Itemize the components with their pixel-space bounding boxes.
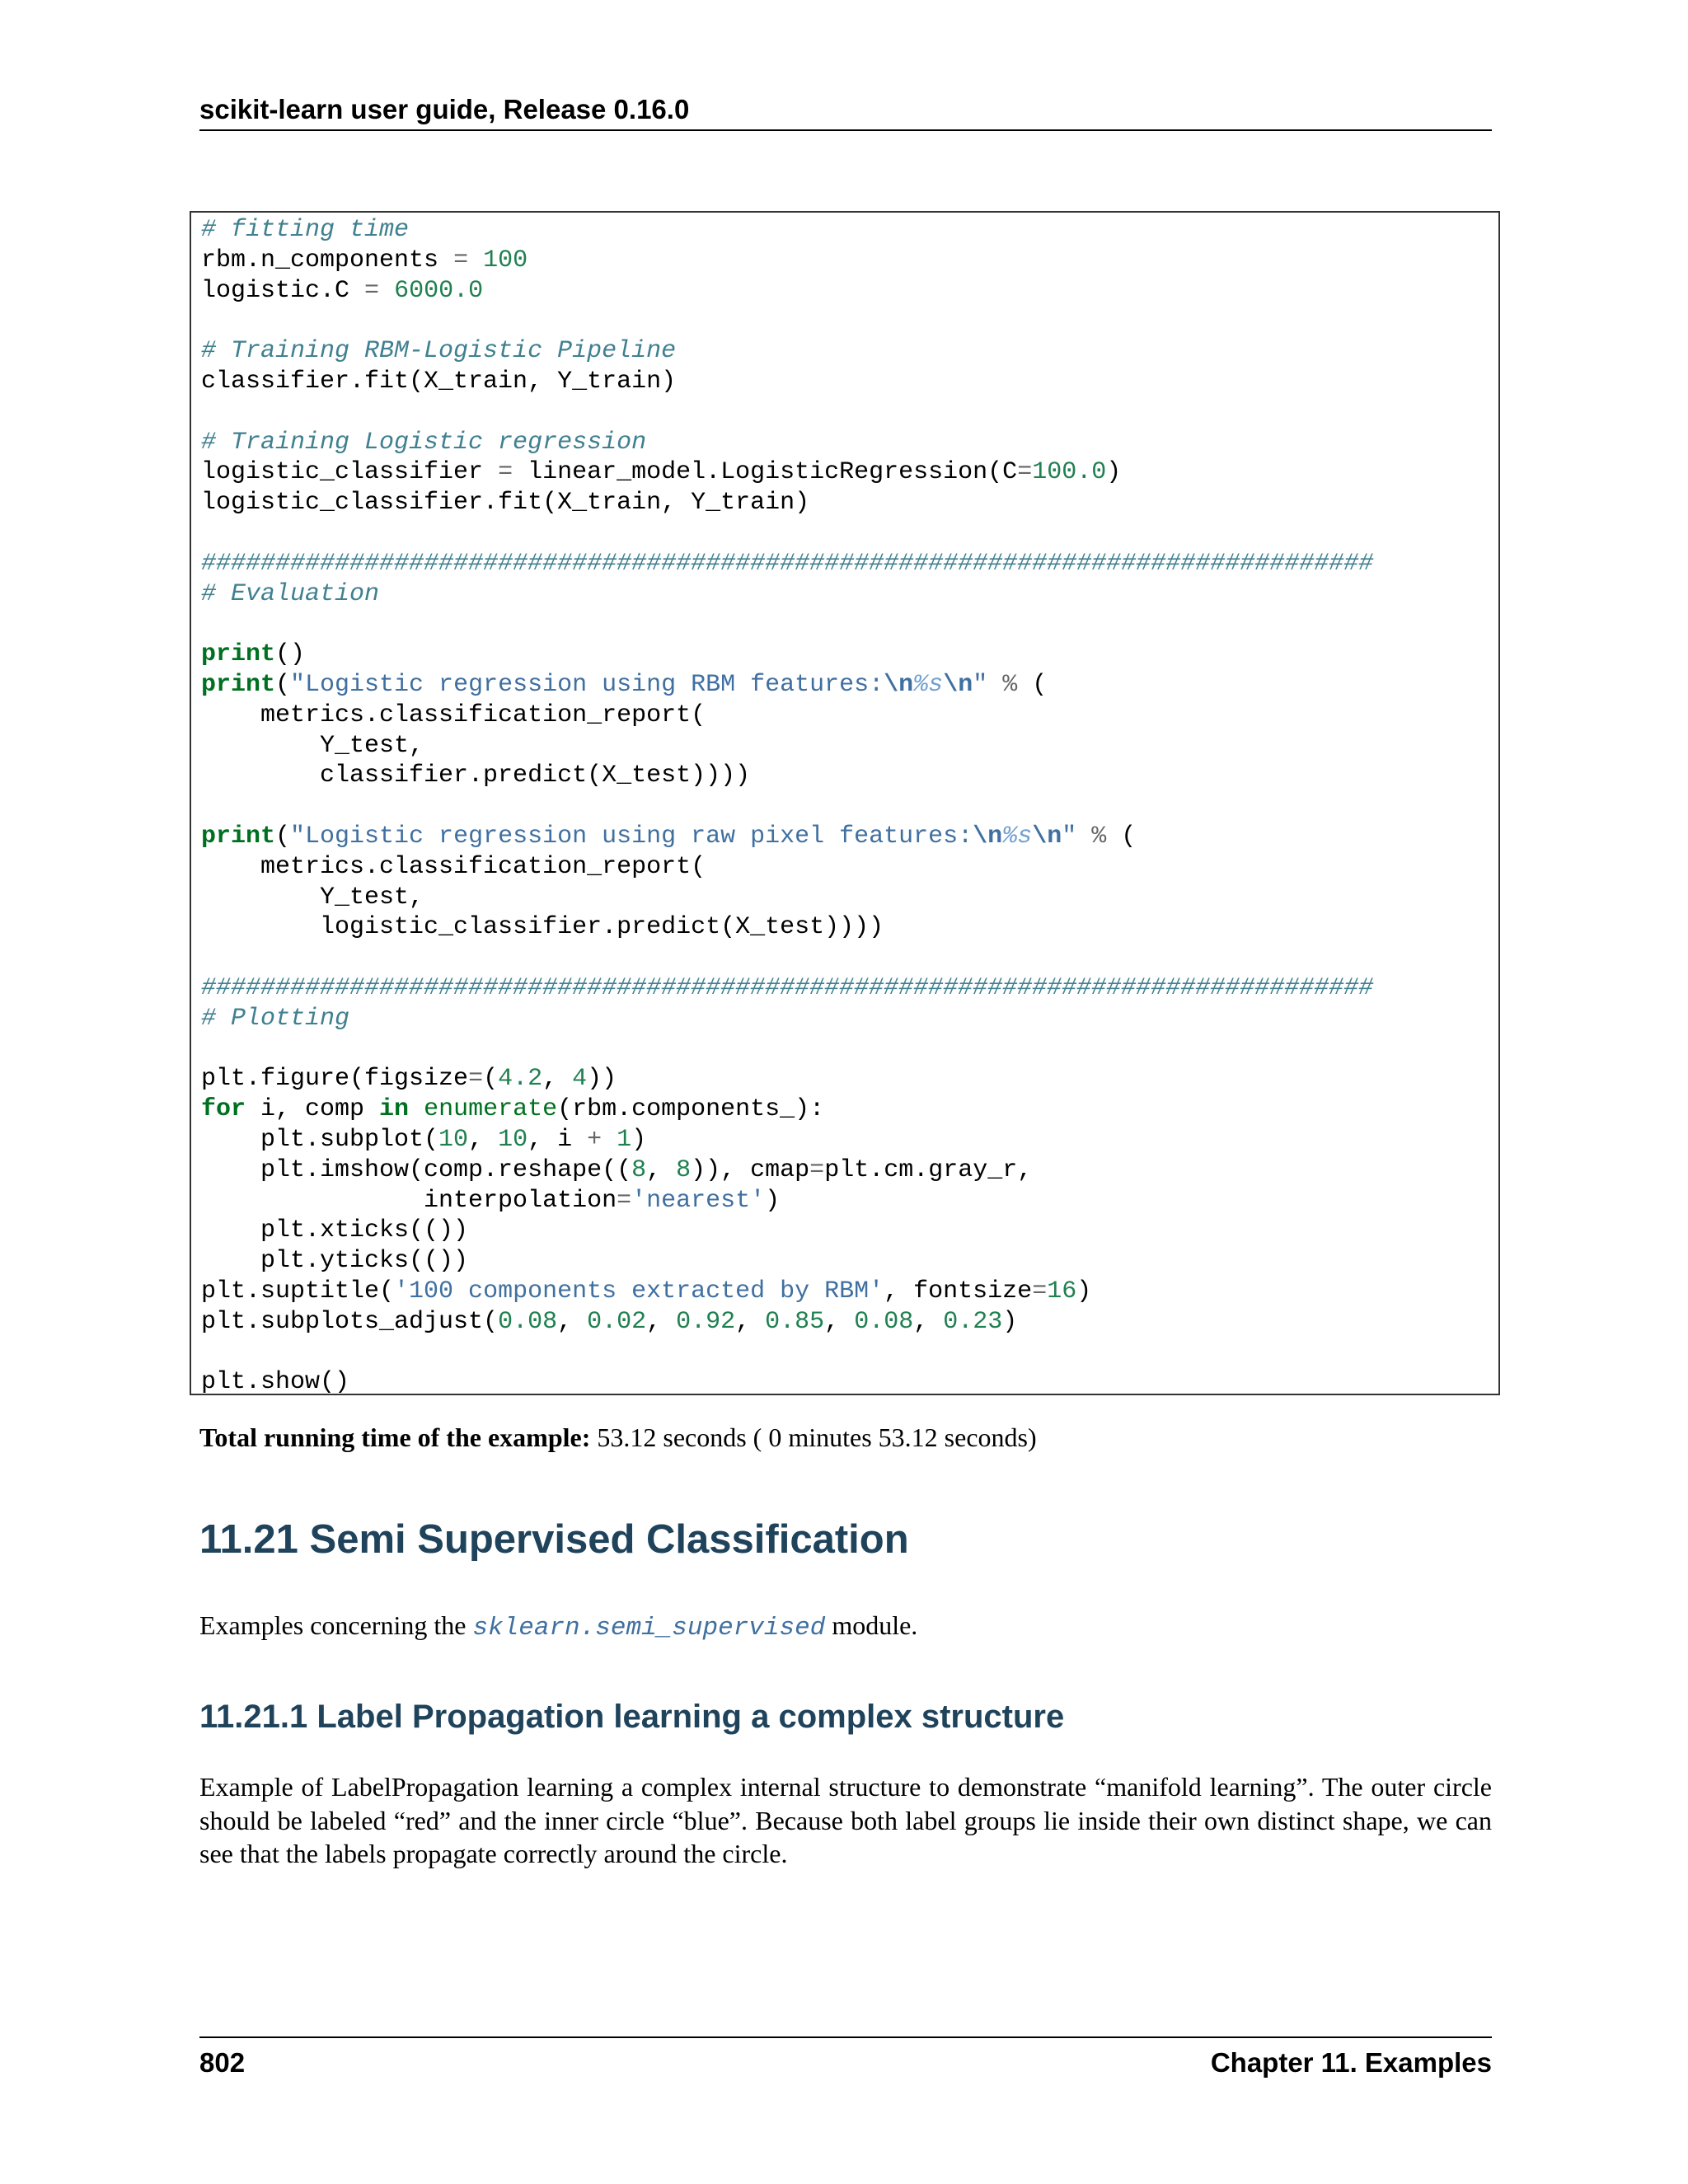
code-token: Y_test, [201, 883, 424, 912]
code-token: rbm.n_components [201, 246, 454, 274]
code-token: ############################################################################### [201, 549, 1374, 578]
code-token: 4.2 [498, 1065, 543, 1094]
code-token: ( [275, 670, 291, 699]
code-token: ( [483, 1065, 499, 1094]
code-token: 100.0 [1032, 458, 1107, 487]
code-line [201, 701, 1498, 731]
code-token: interpolation [201, 1186, 617, 1215]
code-token [468, 246, 483, 274]
code-line [201, 1337, 1498, 1367]
code-token: logistic_classifier.fit(X_train, Y_train) [201, 489, 810, 518]
code-token: classifier.predict(X_test)))) [201, 762, 751, 790]
code-token: '100 components extracted by RBM' [394, 1277, 884, 1305]
code-token: , [468, 1125, 499, 1154]
header-rule [199, 129, 1492, 131]
code-token: Y_test, [201, 731, 424, 760]
code-token: 0.92 [676, 1307, 736, 1336]
code-token: , [646, 1307, 677, 1336]
code-token: "Logistic regression using RBM features: [290, 670, 884, 699]
code-line [201, 1094, 1498, 1125]
code-token: 'nearest' [631, 1186, 766, 1215]
code-token: logistic.C [201, 276, 365, 305]
code-token [987, 671, 1002, 699]
code-token: , [913, 1307, 944, 1336]
code-token [379, 277, 394, 305]
code-token: 6000.0 [394, 276, 484, 305]
code-token: # Training Logistic regression [201, 428, 647, 457]
code-token: , fontsize [884, 1277, 1033, 1305]
code-token: 0.02 [587, 1307, 647, 1336]
code-line [201, 670, 1498, 701]
code-token: "Logistic regression using raw pixel features: [290, 822, 973, 851]
code-token: plt.cm.gray_r, [824, 1155, 1033, 1184]
code-token: print [201, 822, 276, 851]
code-line [201, 215, 1498, 246]
code-token [1076, 823, 1091, 851]
code-token: for [201, 1095, 246, 1124]
code-line [201, 791, 1498, 822]
code-token: , [557, 1307, 588, 1336]
code-token: print [201, 640, 276, 669]
code-token: ) [1002, 1307, 1018, 1336]
code-token: " [1062, 822, 1077, 851]
code-token: = [364, 276, 380, 305]
code-token: , [542, 1065, 573, 1094]
code-line [201, 943, 1498, 973]
code-token: = [498, 458, 513, 487]
code-token: % [1091, 822, 1107, 851]
code-line [201, 1277, 1498, 1307]
code-token: plt.figure(figsize [201, 1065, 469, 1094]
code-token: i, comp [246, 1095, 380, 1124]
code-line [201, 1246, 1498, 1277]
code-line [201, 336, 1498, 367]
code-line [201, 367, 1498, 397]
code-token: classifier.fit(X_train, Y_train) [201, 367, 677, 396]
code-line [201, 973, 1498, 1004]
code-token: plt.subplot( [201, 1125, 439, 1154]
intro-text-end: module. [825, 1610, 918, 1640]
code-line [201, 1307, 1498, 1338]
code-line [201, 579, 1498, 610]
running-time [199, 1422, 1037, 1453]
running-time-value: 53.12 seconds ( 0 minutes 53.12 seconds) [590, 1422, 1037, 1452]
code-token: " [973, 670, 988, 699]
code-token: %s [913, 670, 944, 699]
code-line [201, 1004, 1498, 1034]
code-token: 0.08 [854, 1307, 914, 1336]
code-line [201, 1064, 1498, 1094]
intro-paragraph [199, 1610, 917, 1643]
code-token: linear_model.LogisticRegression(C [513, 458, 1018, 487]
code-token: plt.suptitle( [201, 1277, 395, 1305]
code-block [190, 211, 1500, 1395]
code-line [201, 457, 1498, 488]
code-token: = [1032, 1277, 1048, 1305]
code-token: ) [631, 1125, 647, 1154]
code-line [201, 761, 1498, 791]
code-token: (rbm.components_): [557, 1095, 825, 1124]
code-line [201, 912, 1498, 943]
code-token [602, 1126, 617, 1154]
code-line [201, 549, 1498, 579]
code-token: ( [275, 822, 291, 851]
code-token: plt.show() [201, 1368, 350, 1397]
code-token: ############################################################################### [201, 973, 1374, 1002]
code-token: # Training RBM-Logistic Pipeline [201, 337, 677, 366]
code-line [201, 306, 1498, 336]
description-paragraph: Example of LabelPropagation learning a complex internal structure to demonstrate “manifold learning”. The outer circle should be labeled “red” and the inner circle “blue”. Because both label groups lie inside their own distinct shape, we can see that the labels propagate correctly around the circle. [199, 1772, 1492, 1868]
code-token: plt.yticks(()) [201, 1247, 469, 1276]
code-token: , [646, 1155, 677, 1184]
running-header: scikit-learn user guide, Release 0.16.0 [199, 94, 690, 124]
page-number: 802 [199, 2047, 246, 2078]
code-token: ( [1106, 822, 1137, 851]
code-token: () [275, 640, 306, 669]
code-token [409, 1095, 424, 1123]
code-token: # fitting time [201, 216, 410, 244]
code-token: logistic_classifier.predict(X_test)))) [201, 913, 884, 942]
code-token: = [617, 1186, 632, 1215]
code-token: )), cmap [691, 1155, 810, 1184]
code-line [201, 1367, 1498, 1398]
code-token: % [1002, 670, 1018, 699]
code-token: enumerate [424, 1095, 558, 1124]
code-token: 1 [617, 1125, 632, 1154]
code-token: # Evaluation [201, 579, 380, 608]
code-token: 8 [676, 1155, 692, 1184]
code-token: )) [587, 1065, 617, 1094]
code-token: + [587, 1125, 603, 1154]
chapter-label: Chapter 11. Examples [1210, 2047, 1492, 2078]
code-token: plt.subplots_adjust( [201, 1307, 499, 1336]
code-token: 10 [438, 1125, 469, 1154]
code-line [201, 1034, 1498, 1065]
code-line [201, 276, 1498, 307]
code-token: 8 [631, 1155, 647, 1184]
code-token: \n [1032, 822, 1062, 851]
code-token: %s [1002, 822, 1033, 851]
code-line [201, 731, 1498, 762]
code-token: ) [1106, 458, 1122, 487]
code-token: ) [765, 1186, 781, 1215]
code-token: logistic_classifier [201, 458, 499, 487]
code-line [201, 488, 1498, 518]
code-token: # Plotting [201, 1004, 350, 1033]
code-line [201, 428, 1498, 458]
code-token: , i [528, 1125, 588, 1154]
code-token: 16 [1047, 1277, 1077, 1305]
code-token: plt.xticks(()) [201, 1216, 469, 1245]
code-token: 100 [483, 246, 528, 274]
code-token: = [453, 246, 469, 274]
code-token: metrics.classification_report( [201, 852, 706, 881]
subsection-heading: 11.21.1 Label Propagation learning a complex structure [199, 1699, 1065, 1735]
code-token: \n [884, 670, 914, 699]
code-line [201, 1186, 1498, 1216]
code-token: metrics.classification_report( [201, 701, 706, 729]
code-token: print [201, 670, 276, 699]
code-line [201, 1125, 1498, 1155]
code-token: 0.08 [498, 1307, 558, 1336]
code-line [201, 640, 1498, 670]
code-line [201, 852, 1498, 883]
code-line [201, 397, 1498, 428]
code-token: \n [973, 822, 1003, 851]
code-line [201, 609, 1498, 640]
code-line [201, 822, 1498, 852]
code-line [201, 883, 1498, 913]
code-token: = [468, 1065, 484, 1094]
code-token: 10 [498, 1125, 528, 1154]
code-token: \n [943, 670, 973, 699]
running-time-label: Total running time of the example: [199, 1422, 591, 1452]
code-token: , [824, 1307, 855, 1336]
code-token: 4 [572, 1065, 588, 1094]
code-line [201, 246, 1498, 276]
code-token: in [379, 1095, 410, 1124]
module-link[interactable]: sklearn.semi_supervised [472, 1614, 826, 1643]
code-token: 0.85 [765, 1307, 825, 1336]
code-line [201, 1155, 1498, 1186]
code-line [201, 518, 1498, 549]
code-token: ( [1017, 670, 1048, 699]
code-token: plt.imshow(comp.reshape(( [201, 1155, 632, 1184]
code-token: , [735, 1307, 766, 1336]
footer-rule [199, 2036, 1492, 2038]
code-token: = [809, 1155, 825, 1184]
code-token: ) [1076, 1277, 1092, 1305]
code-line [201, 1216, 1498, 1246]
section-heading: 11.21 Semi Supervised Classification [199, 1517, 909, 1562]
code-token: = [1017, 458, 1033, 487]
intro-text: Examples concerning the [199, 1610, 473, 1640]
code-token: 0.23 [943, 1307, 1003, 1336]
